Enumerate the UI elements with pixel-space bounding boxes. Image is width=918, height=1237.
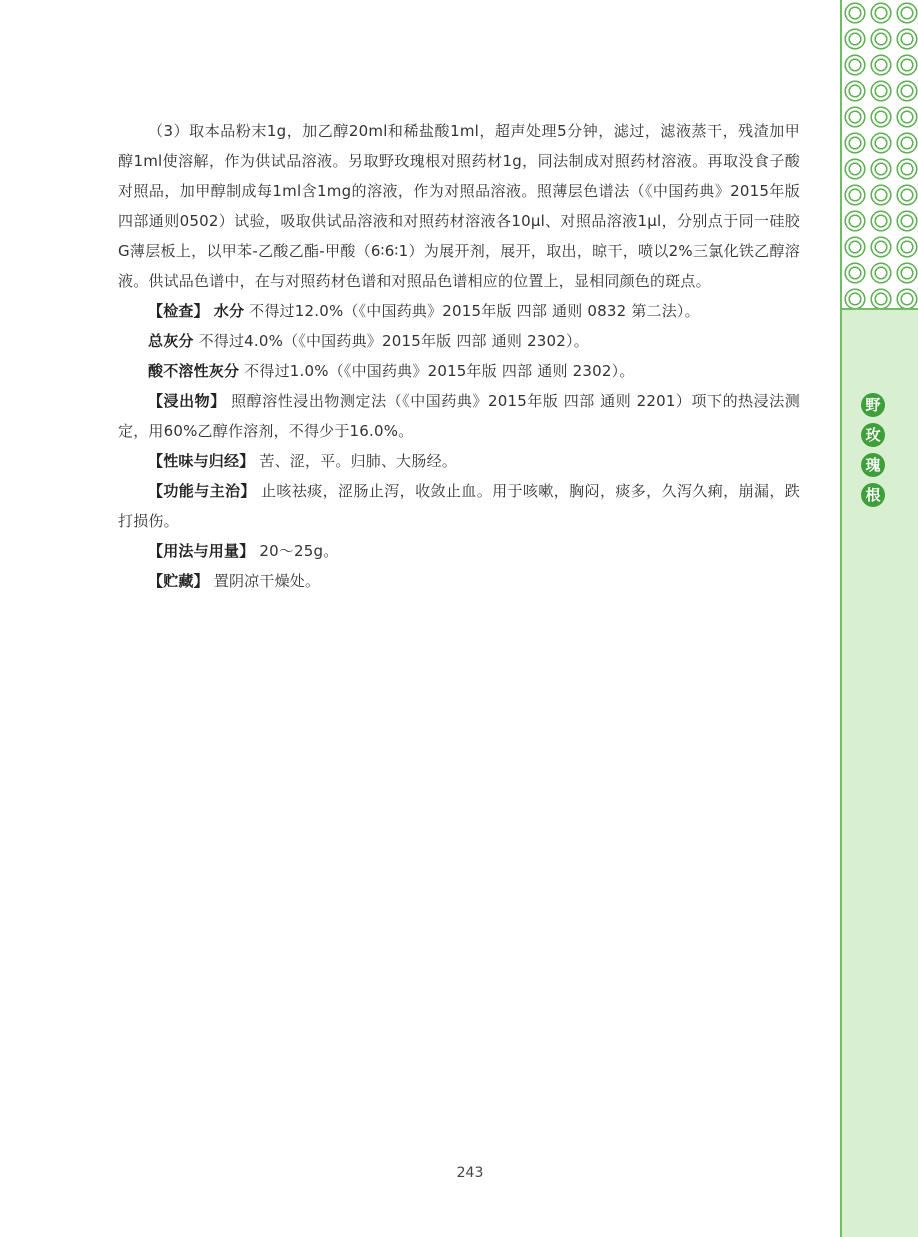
side-tab-char: 瑰 <box>861 453 885 477</box>
ash-text: 不得过4.0%（《中国药典》2015年版 四部 通则 2302）。 <box>198 332 589 350</box>
storage-paragraph <box>118 566 800 596</box>
acid-ash-text: 不得过1.0%（《中国药典》2015年版 四部 通则 2302）。 <box>244 362 635 380</box>
side-tab <box>861 393 887 513</box>
acid-ash-label: 酸不溶性灰分 <box>148 362 240 380</box>
function-text: 止咳祛痰，涩肠止泻，收敛止血。用于咳嗽，胸闷，痰多，久泻久痢，崩漏，跌打损伤。 <box>118 482 801 530</box>
page-number: 243 <box>456 1165 484 1181</box>
extract-paragraph <box>118 386 800 446</box>
nature-heading: 【性味与归经】 <box>148 452 255 470</box>
check-heading: 【检查】 <box>148 302 209 320</box>
usage-heading: 【用法与用量】 <box>148 542 255 560</box>
water-text: 不得过12.0%（《中国药典》2015年版 四部 通则 0832 第二法）。 <box>249 302 700 320</box>
storage-heading: 【贮藏】 <box>148 572 209 590</box>
function-paragraph <box>118 476 800 536</box>
function-heading: 【功能与主治】 <box>148 482 256 500</box>
identification-paragraph: （3）取本品粉末1g，加乙醇20ml和稀盐酸1ml，超声处理5分钟，滤过，滤液蒸干，残渣加甲醇1ml使溶解，作为供试品溶液。另取野玫瑰根对照药材1g，同法制成对照药材溶液。再取没食子酸对照品，加甲醇制成每1ml含1mg的溶液，作为对照品溶液。照薄层色谱法（《中国药典》2015年版四部通则0502）试验，吸取供试品溶液和对照药材溶液各10μl、对照品溶液1μl，分别点于同一硅胶G薄层板上，以甲苯-乙酸乙酯-甲酸（6∶6∶1）为展开剂，展开，取出，晾干，喷以2%三氯化铁乙醇溶液。供试品色谱中，在与对照药材色谱和对照品色谱相应的位置上，显相同颜色的斑点。 <box>118 122 800 290</box>
cloud-pattern-decoration <box>840 0 918 310</box>
usage-paragraph <box>118 536 800 566</box>
acid-ash-line <box>118 356 800 386</box>
storage-text: 置阴凉干燥处。 <box>213 572 321 590</box>
extract-text: 照醇溶性浸出物测定法（《中国药典》2015年版 四部 通则 2201）项下的热浸法测定，用60%乙醇作溶剂，不得少于16.0%。 <box>118 392 800 440</box>
side-tab-char: 根 <box>861 483 885 507</box>
check-water-line <box>118 296 800 326</box>
water-label: 水分 <box>213 302 245 320</box>
extract-heading: 【浸出物】 <box>148 392 226 410</box>
usage-text: 20～25g。 <box>259 542 339 560</box>
nature-text: 苦、涩，平。归肺、大肠经。 <box>259 452 457 470</box>
side-tab-char: 玫 <box>861 423 885 447</box>
ash-line <box>118 326 800 356</box>
main-text <box>118 116 800 596</box>
nature-paragraph <box>118 446 800 476</box>
side-tab-char: 野 <box>861 393 885 417</box>
ash-label: 总灰分 <box>148 332 194 350</box>
